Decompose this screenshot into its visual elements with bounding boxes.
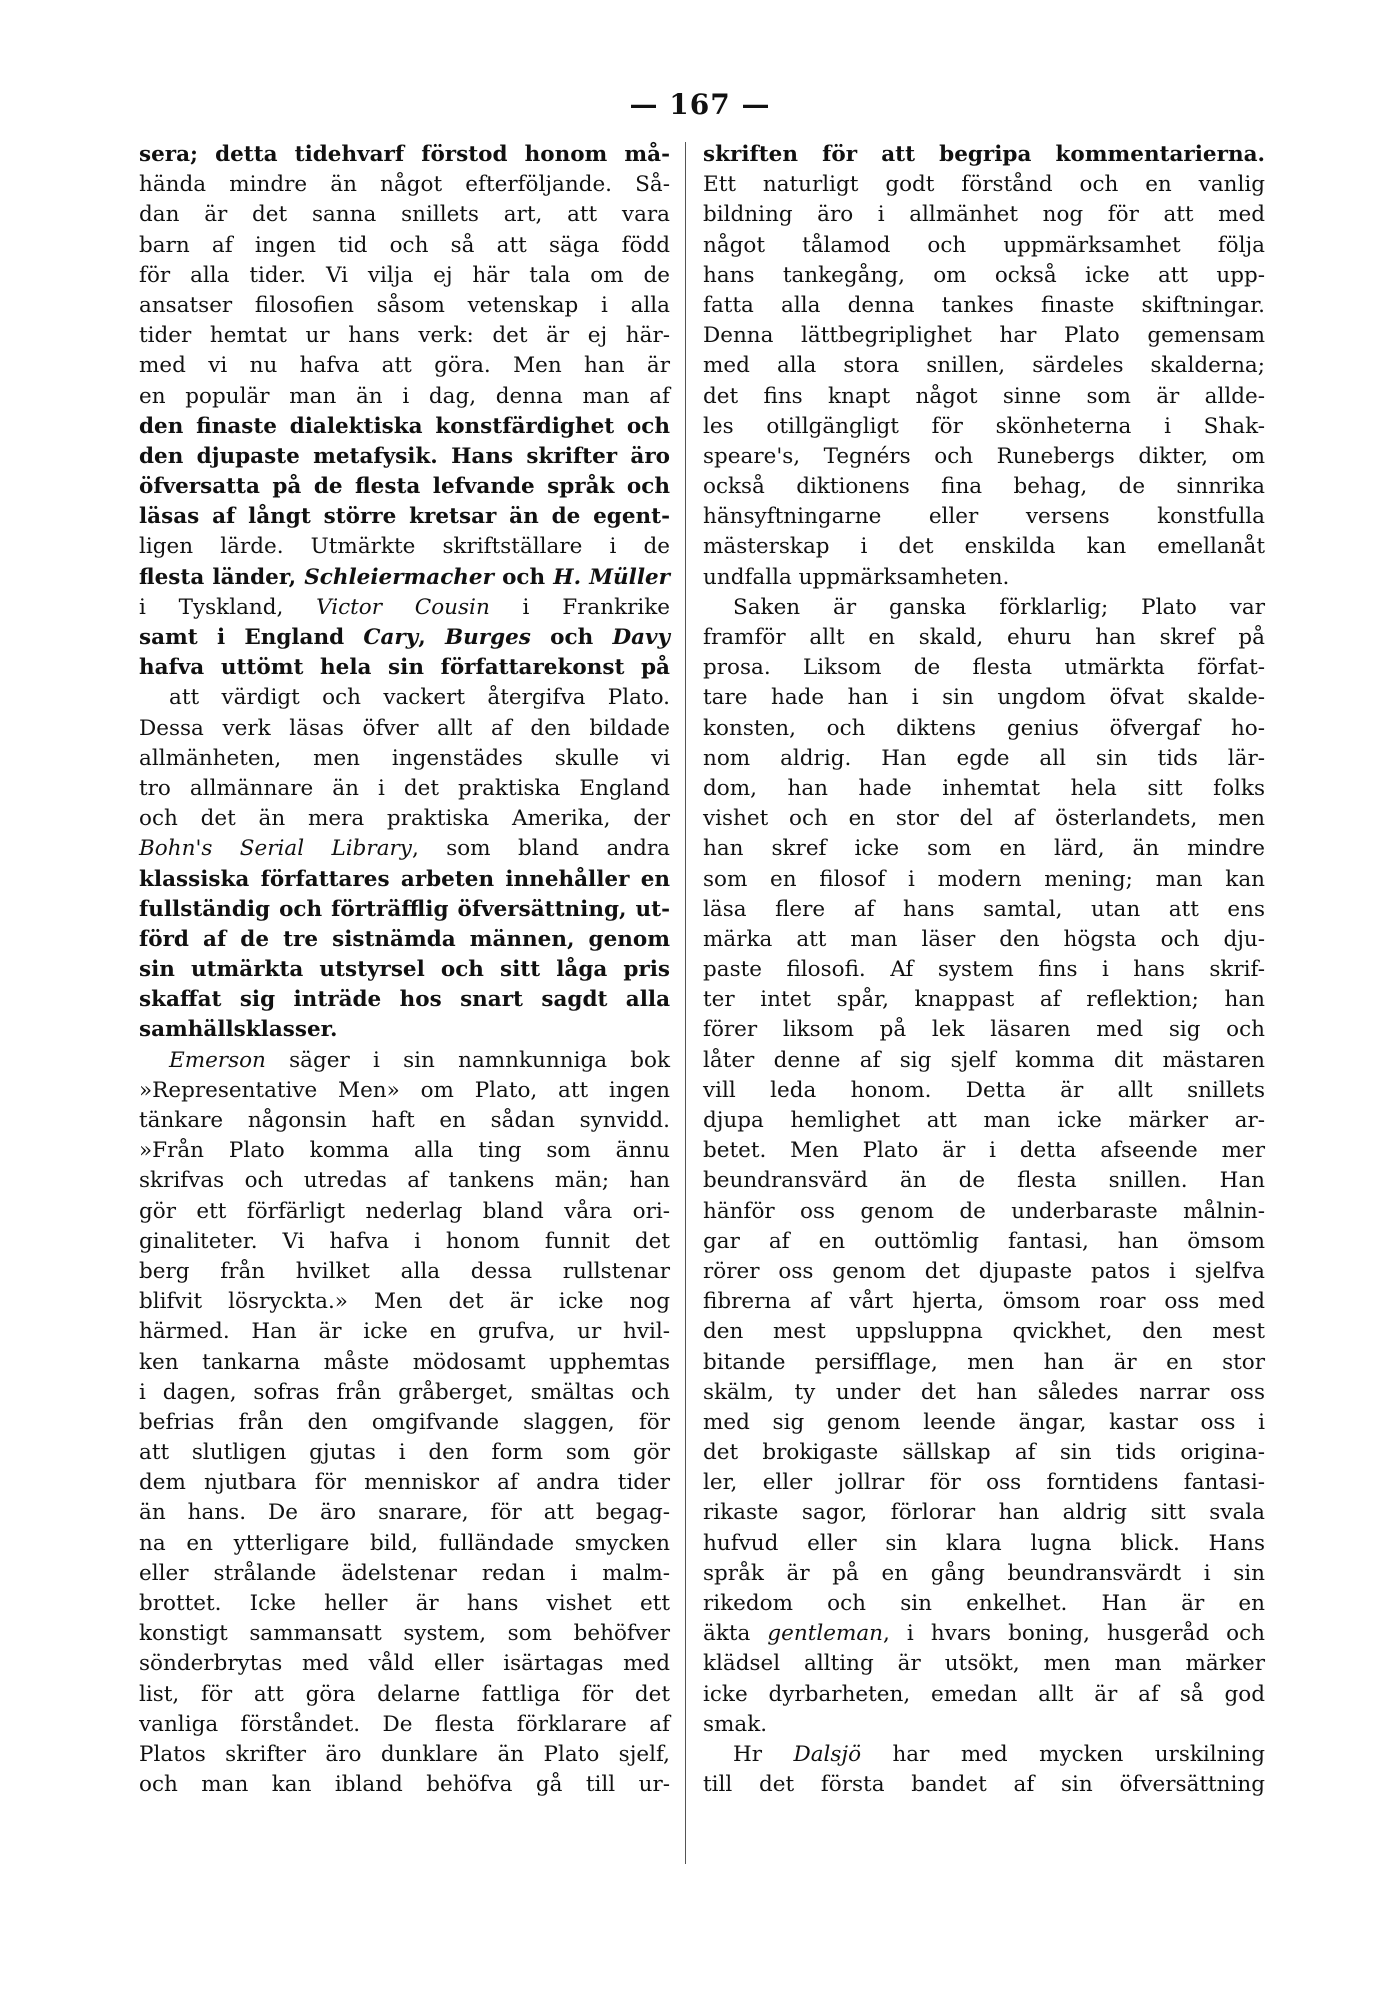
text-line: befrias från den omgifvande slaggen, för (139, 1409, 670, 1435)
text-line: den djupaste metafysik. Hans skrifter äro (139, 443, 670, 469)
text-line: blifvit lösryckta.» Men det är icke nog (139, 1289, 670, 1315)
text-line: skrifvas och utredas af tankens män; han (139, 1168, 670, 1194)
text-line: förer liksom på lek läsaren med sig och (703, 1017, 1265, 1043)
text-line: i dagen, sofras från gråberget, smältas och (139, 1379, 670, 1405)
text-line: tider hemtat ur hans verk: det är ej här- (139, 323, 670, 349)
text-line: paste filosofi. Af system fins i hans skrif- (703, 957, 1265, 983)
text-line: les otillgängligt för skönheterna i Shak- (703, 413, 1265, 439)
text-line: skälm, ty under det han således narrar oss (703, 1379, 1265, 1405)
text-line: med vi nu hafva att göra. Men han är (139, 353, 670, 379)
text-line: tro allmännare än i det praktiska England (139, 775, 670, 801)
text-line: vishet och en stor del af österlandets, men (703, 806, 1265, 832)
text-line: en populär man än i dag, denna man af (139, 383, 670, 409)
text-line: na en ytterligare bild, fulländade smycken (139, 1530, 670, 1556)
text-line: Bohn's Serial Library, som bland andra (139, 836, 670, 862)
text-line: låter denne af sig sjelf komma dit mästaren (703, 1047, 1265, 1073)
text-line: att värdigt och vackert återgifva Plato. (169, 685, 670, 711)
text-line: och man kan ibland behöfva gå till ur- (139, 1772, 670, 1798)
text-line: öfversatta på de flesta lefvande språk och (139, 474, 670, 500)
text-line: dan är det sanna snillets art, att vara (139, 202, 670, 228)
text-line: den finaste dialektiska konstfärdighet och (139, 413, 670, 439)
text-line: hufvud eller sin klara lugna blick. Hans (703, 1530, 1265, 1556)
text-line: gar af en outtömlig fantasi, han ömsom (703, 1228, 1265, 1254)
text-line: klädsel allting är utsökt, men man märker (703, 1651, 1265, 1677)
text-line: hända mindre än något efterföljande. Så- (139, 172, 670, 198)
left-column (139, 140, 670, 1800)
text-line: smak. (703, 1711, 768, 1737)
text-line: den mest uppsluppna qvickhet, den mest (703, 1319, 1265, 1345)
text-line: beundransvärd än de flesta snillen. Han (703, 1168, 1265, 1194)
text-line: sera; detta tidehvarf förstod honom må- (139, 142, 670, 167)
text-line: samhällsklasser. (139, 1017, 338, 1043)
text-line: Dessa verk läsas öfver allt af den bildade (139, 715, 670, 741)
text-line: än hans. De äro snarare, för att begag- (139, 1500, 670, 1526)
text-line: dom, han hade inhemtat hela sitt folks (703, 775, 1265, 801)
text-line: mästerskap i det enskilda kan emellanåt (703, 534, 1265, 560)
text-line: bitande persifflage, men han är en stor (703, 1349, 1265, 1375)
text-line: rörer oss genom det djupaste patos i sjelfva (703, 1258, 1265, 1284)
text-line: märka att man läser den högsta och dju- (703, 926, 1265, 952)
text-line: Denna lättbegriplighet har Plato gemensam (703, 323, 1265, 349)
text-line: vill leda honom. Detta är allt snillets (703, 1077, 1265, 1103)
text-line: undfalla uppmärksamheten. (703, 564, 1010, 590)
text-line: list, för att göra delarne fattliga för det (139, 1681, 670, 1707)
text-line: bildning äro i allmänhet nog för att med (703, 202, 1265, 228)
text-line: ler, eller jollrar för oss forntidens fantasi- (703, 1470, 1265, 1496)
text-line: gör ett förfärligt nederlag bland våra ori- (139, 1198, 670, 1224)
text-line: det brokigaste sällskap af sin tids origina- (703, 1440, 1265, 1466)
text-line: hänsyftningarne eller versens konstfulla (703, 504, 1265, 530)
text-line: och det än mera praktiska Amerika, der (139, 806, 670, 832)
text-line: Hr Dalsjö har med mycken urskilning (733, 1741, 1265, 1767)
text-line: förd af de tre sistnämda männen, genom (139, 926, 670, 952)
text-line: eller strålande ädelstenar redan i malm- (139, 1560, 670, 1586)
text-line: hänför oss genom de underbaraste målnin- (703, 1198, 1265, 1224)
text-line: till det första bandet af sin öfversättning (703, 1772, 1265, 1798)
text-line: skaffat sig inträde hos snart sagdt alla (139, 987, 670, 1013)
text-line: brottet. Icke heller är hans vishet ett (139, 1591, 670, 1616)
text-line: dem njutbara för menniskor af andra tider (139, 1470, 670, 1496)
text-line: skriften för att begripa kommentarierna. (703, 142, 1265, 167)
text-line: berg från hvilket alla dessa rullstenar (139, 1258, 670, 1284)
text-line: rikaste sagor, förlorar han aldrig sitt svala (703, 1500, 1265, 1526)
text-line: läsa flere af hans samtal, utan att ens (703, 896, 1265, 922)
page-number: — 167 — (629, 88, 771, 121)
text-line: ginaliteter. Vi hafva i honom funnit det (139, 1228, 670, 1254)
text-line: sönderbrytas med våld eller isärtagas med (139, 1651, 670, 1677)
text-line: djupa hemlighet att man icke märker ar- (703, 1108, 1265, 1133)
text-line: Emerson säger i sin namnkunniga bok (169, 1047, 670, 1073)
text-line: speare's, Tegnérs och Runebergs dikter, om (703, 443, 1265, 469)
text-line: nom aldrig. Han egde all sin tids lär- (703, 745, 1265, 771)
text-line: också diktionens fina behag, de sinnrika (703, 474, 1265, 500)
text-line: »Representative Men» om Plato, att ingen (139, 1077, 670, 1103)
text-line: hans tankegång, om också icke att upp- (703, 262, 1265, 288)
text-line: fibrerna af vårt hjerta, ömsom roar oss med (703, 1289, 1265, 1315)
text-line: ansatser filosofien såsom vetenskap i alla (139, 292, 670, 318)
text-line: äkta gentleman, i hvars boning, husgeråd och (703, 1621, 1265, 1647)
column-divider (685, 142, 686, 1864)
text-line: härmed. Han är icke en grufva, ur hvil- (139, 1319, 670, 1345)
text-line: hafva uttömt hela sin författarekonst på (139, 655, 670, 681)
text-line: för alla tider. Vi vilja ej här tala om de (139, 262, 670, 288)
text-line: som en filosof i modern mening; man kan (703, 866, 1265, 892)
text-line: allmänheten, men ingenstädes skulle vi (139, 745, 670, 771)
text-line: det fins knapt något sinne som är allde- (703, 383, 1265, 409)
text-line: fatta alla denna tankes finaste skiftningar. (703, 292, 1265, 318)
text-line: barn af ingen tid och så att säga född (139, 232, 670, 258)
text-line: något tålamod och uppmärksamhet följa (703, 232, 1265, 258)
text-line: samt i England Cary, Burges och Davy (139, 625, 670, 650)
text-line: sin utmärkta utstyrsel och sitt låga pris (139, 957, 670, 983)
text-line: icke dyrbarheten, emedan allt är af så god (703, 1681, 1265, 1707)
text-line: vanliga förståndet. De flesta förklarare af (139, 1711, 670, 1737)
text-line: »Från Plato komma alla ting som ännu (139, 1138, 670, 1164)
text-line: framför allt en skald, ehuru han skref på (703, 625, 1265, 650)
text-line: klassiska författares arbeten innehåller en (139, 866, 670, 892)
text-line: prosa. Liksom de flesta utmärkta förfat- (703, 655, 1265, 681)
text-line: ter intet spår, knappast af reflektion; han (703, 987, 1265, 1013)
right-column (703, 140, 1265, 1800)
text-line: betet. Men Plato är i detta afseende mer (703, 1138, 1265, 1164)
text-line: rikedom och sin enkelhet. Han är en (703, 1591, 1265, 1616)
text-line: han skref icke som en lärd, än mindre (703, 836, 1265, 862)
text-line: ken tankarna måste mödosamt upphemtas (139, 1349, 670, 1375)
text-line: tare hade han i sin ungdom öfvat skalde- (703, 685, 1265, 711)
text-line: med alla stora snillen, särdeles skalderna; (703, 353, 1265, 379)
text-line: konstigt sammansatt system, som behöfver (139, 1621, 670, 1647)
text-line: flesta länder, Schleiermacher och H. Müller (139, 564, 670, 590)
text-line: att slutligen gjutas i den form som gör (139, 1440, 670, 1466)
text-line: fullständig och förträfflig öfversättning, ut- (139, 896, 670, 922)
text-line: språk är på en gång beundransvärdt i sin (703, 1560, 1265, 1586)
text-line: ligen lärde. Utmärkte skriftställare i de (139, 534, 670, 560)
text-line: konsten, och diktens genius öfvergaf ho- (703, 715, 1265, 741)
text-line: Ett naturligt godt förstånd och en vanlig (703, 172, 1265, 198)
text-line: Saken är ganska förklarlig; Plato var (733, 594, 1265, 620)
text-line: tänkare någonsin haft en sådan synvidd. (139, 1108, 670, 1133)
text-line: med sig genom leende ängar, kastar oss i (703, 1409, 1265, 1435)
text-line: läsas af långt större kretsar än de egent- (139, 504, 670, 530)
text-line: Platos skrifter äro dunklare än Plato sjelf, (139, 1741, 670, 1767)
text-line: i Tyskland, Victor Cousin i Frankrike (139, 594, 670, 620)
